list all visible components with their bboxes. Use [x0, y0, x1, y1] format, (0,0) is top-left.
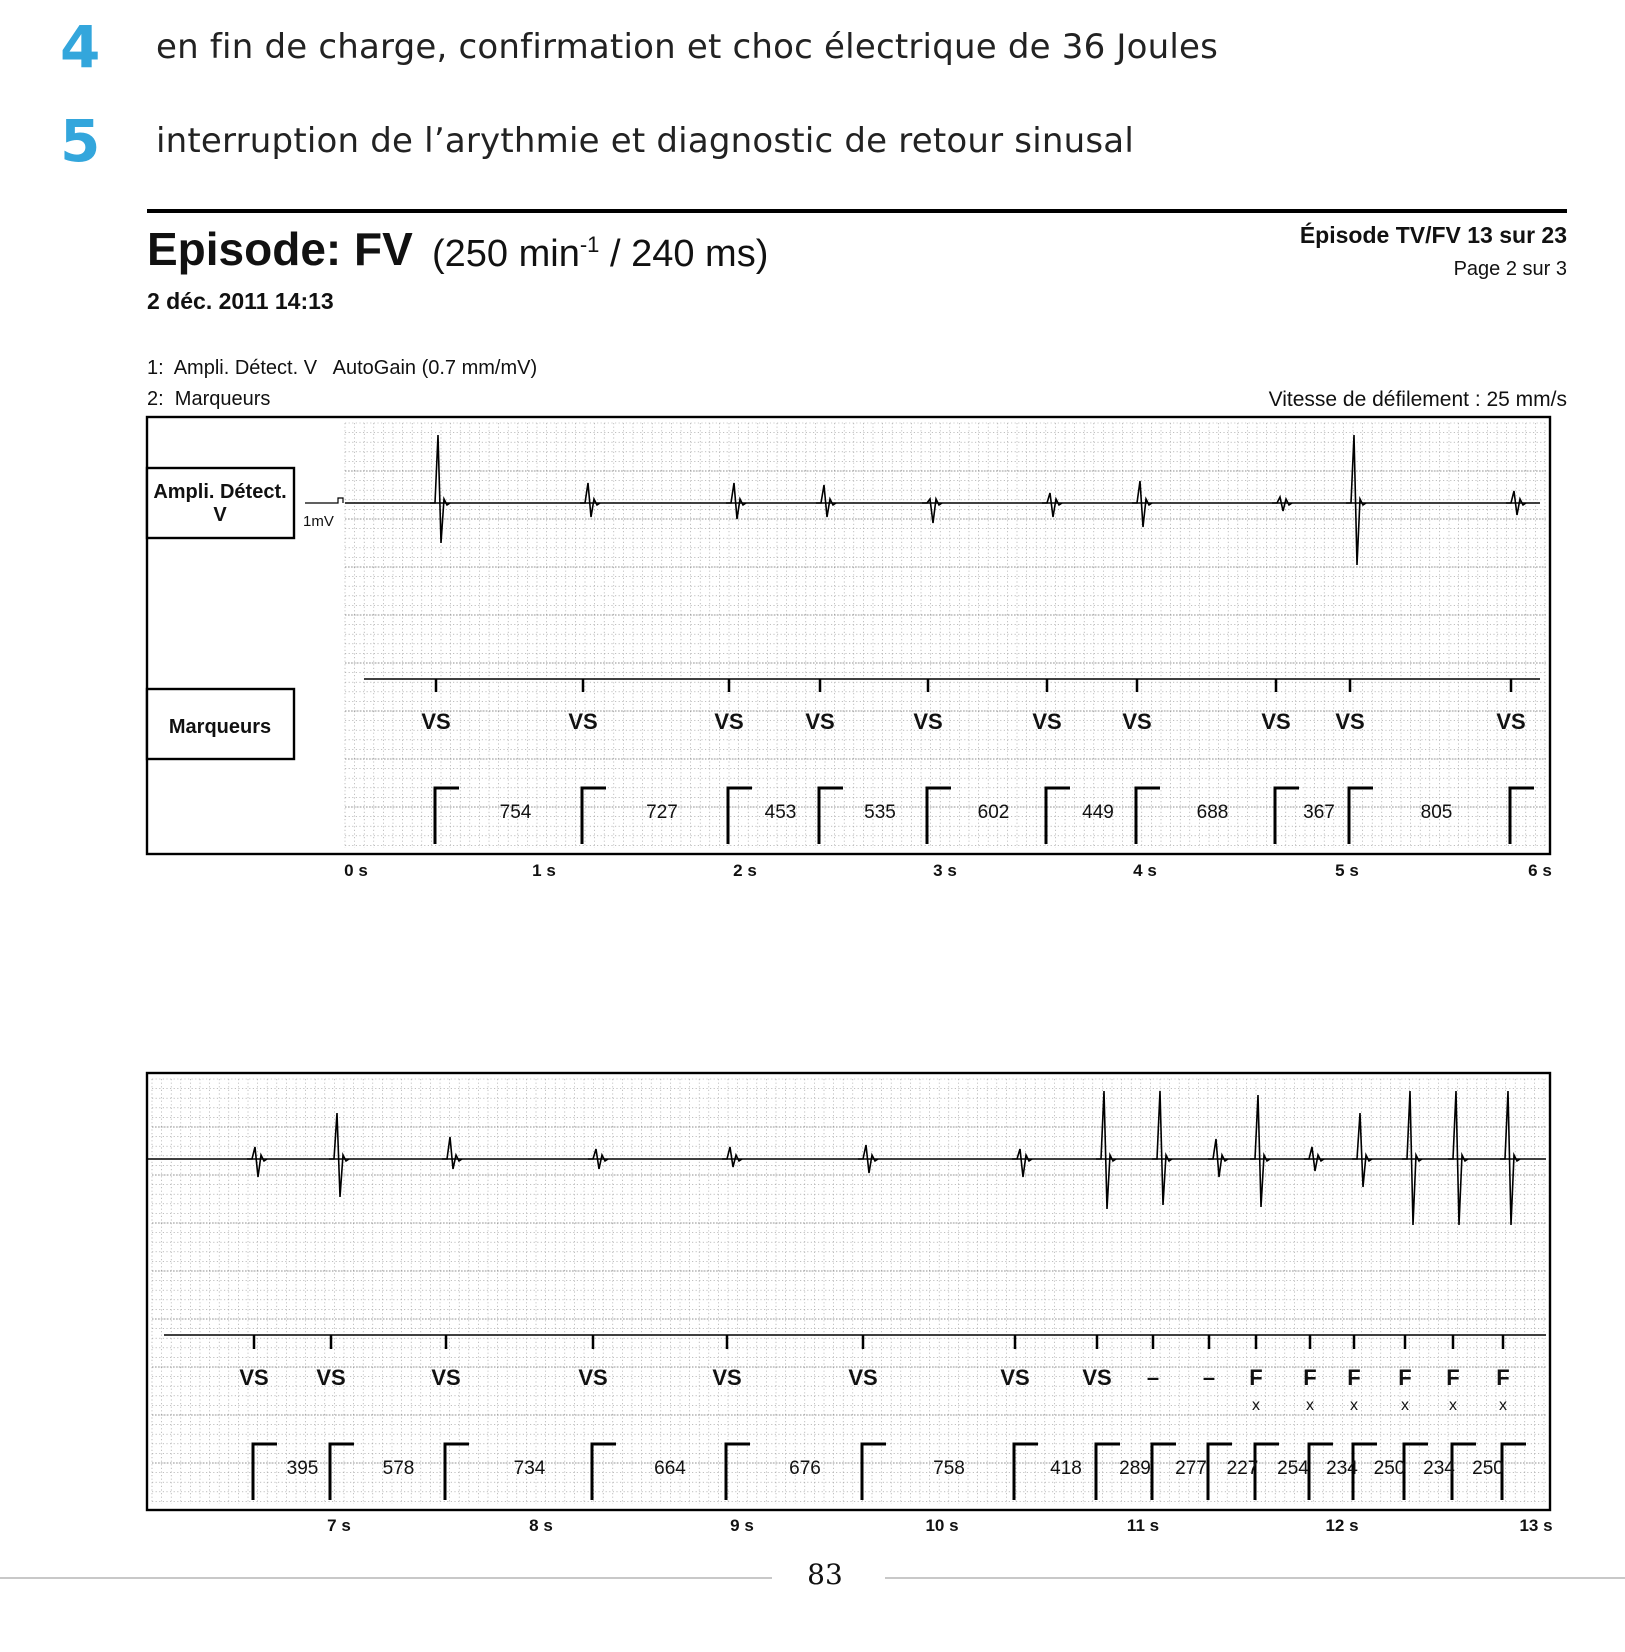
- interval-value: 453: [764, 802, 797, 823]
- marker-label: VS: [848, 1365, 878, 1390]
- time-label: 13 s: [1519, 1516, 1553, 1535]
- time-label: 7 s: [327, 1516, 351, 1535]
- time-label: 12 s: [1325, 1516, 1359, 1535]
- report-page: Page 2 sur 3: [1453, 258, 1567, 280]
- interval-value: 395: [286, 1458, 319, 1479]
- calibration-label: 1mV: [303, 513, 334, 530]
- marker-label: VS: [316, 1365, 346, 1390]
- marker-label: VS: [1082, 1365, 1112, 1390]
- interval-value: 578: [382, 1458, 415, 1479]
- rate-exponent: -1: [579, 232, 600, 257]
- interval-value: 758: [933, 1458, 965, 1479]
- marker-label: VS: [239, 1365, 269, 1390]
- episode-count: Épisode TV/FV 13 sur 23: [1299, 222, 1567, 248]
- marker-label: VS: [578, 1365, 608, 1390]
- interval-value: 418: [1050, 1458, 1082, 1479]
- marker-sub: x: [1252, 1397, 1260, 1414]
- step-text: en fin de charge, confirmation et choc électrique de 36 Joules: [156, 27, 1219, 67]
- marker-label: F: [1347, 1365, 1361, 1390]
- scroll-speed: Vitesse de défilement : 25 mm/s: [1268, 388, 1567, 411]
- interval-value: 254: [1277, 1458, 1309, 1479]
- interval-value: 688: [1196, 802, 1229, 823]
- marker-vs: VS: [714, 709, 744, 734]
- marker-vs: VS: [913, 709, 943, 734]
- step-number: 5: [60, 107, 101, 175]
- interval-value: 250: [1472, 1458, 1504, 1479]
- strip-2-frame: [147, 1073, 1550, 1510]
- interval-value: 227: [1226, 1458, 1259, 1479]
- step-number: 4: [60, 13, 101, 81]
- marker-label: F: [1496, 1365, 1510, 1390]
- interval-value: 277: [1175, 1458, 1207, 1479]
- interval-value: 250: [1373, 1458, 1406, 1479]
- marker-vs: VS: [1122, 709, 1152, 734]
- marker-vs: VS: [1496, 709, 1526, 734]
- interval-value: 664: [654, 1458, 686, 1479]
- marker-label: F: [1249, 1365, 1263, 1390]
- channel-box-ampli: [147, 468, 294, 538]
- time-label: 0 s: [344, 861, 368, 880]
- interval-value: 234: [1326, 1458, 1358, 1479]
- time-label: 1 s: [532, 861, 556, 880]
- time-label: 5 s: [1335, 861, 1359, 880]
- marker-vs: VS: [805, 709, 835, 734]
- marker-label: VS: [712, 1365, 742, 1390]
- interval-value: 602: [977, 802, 1010, 823]
- marker-sub: x: [1499, 1397, 1507, 1414]
- time-label: 4 s: [1133, 861, 1157, 880]
- interval-value: 535: [864, 802, 896, 823]
- interval-value: 234: [1423, 1458, 1455, 1479]
- interval-value: 727: [646, 802, 678, 823]
- time-label: 10 s: [925, 1516, 959, 1535]
- marker-label: F: [1446, 1365, 1460, 1390]
- interval-value: 805: [1420, 802, 1453, 823]
- interval-value: 676: [789, 1458, 821, 1479]
- marker-label: –: [1202, 1365, 1216, 1390]
- marker-sub: x: [1401, 1397, 1409, 1414]
- page-number: 83: [807, 1558, 843, 1591]
- time-label: 2 s: [733, 861, 757, 880]
- markers-label: Marqueurs: [168, 716, 272, 738]
- interval-value: 449: [1082, 802, 1114, 823]
- ampli-label-v: V: [213, 504, 227, 526]
- strip-1-frame: [147, 417, 1550, 854]
- time-label: 9 s: [730, 1516, 754, 1535]
- marker-vs: VS: [568, 709, 598, 734]
- interval-value: 289: [1119, 1458, 1151, 1479]
- marker-label: VS: [1000, 1365, 1030, 1390]
- interval-value: 367: [1303, 802, 1335, 823]
- marker-vs: VS: [1261, 709, 1291, 734]
- time-label: 6 s: [1528, 861, 1552, 880]
- step-text: interruption de l’arythmie et diagnostic de retour sinusal: [156, 121, 1134, 161]
- marker-vs: VS: [421, 709, 451, 734]
- marker-sub: x: [1350, 1397, 1358, 1414]
- marker-sub: x: [1449, 1397, 1457, 1414]
- marker-label: VS: [431, 1365, 461, 1390]
- ampli-label: Ampli. Détect.: [153, 481, 287, 503]
- marker-sub: x: [1306, 1397, 1314, 1414]
- episode-date: 2 déc. 2011 14:13: [147, 288, 334, 314]
- marker-vs: VS: [1335, 709, 1365, 734]
- channel-1-label: 1: Ampli. Détect. V AutoGain (0.7 mm/mV): [147, 357, 538, 379]
- rate-text: (250 min: [432, 233, 580, 275]
- interval-value: 734: [513, 1458, 546, 1479]
- time-label: 8 s: [529, 1516, 553, 1535]
- time-label: 11 s: [1126, 1516, 1160, 1535]
- marker-vs: VS: [1032, 709, 1062, 734]
- channel-2-label: 2: Marqueurs: [147, 388, 271, 410]
- marker-label: F: [1303, 1365, 1317, 1390]
- marker-label: F: [1398, 1365, 1412, 1390]
- interval-value: 754: [499, 802, 532, 823]
- marker-label: –: [1146, 1365, 1160, 1390]
- episode-title: Episode: FV: [147, 223, 413, 275]
- interval-text: / 240 ms): [599, 233, 769, 275]
- time-label: 3 s: [933, 861, 957, 880]
